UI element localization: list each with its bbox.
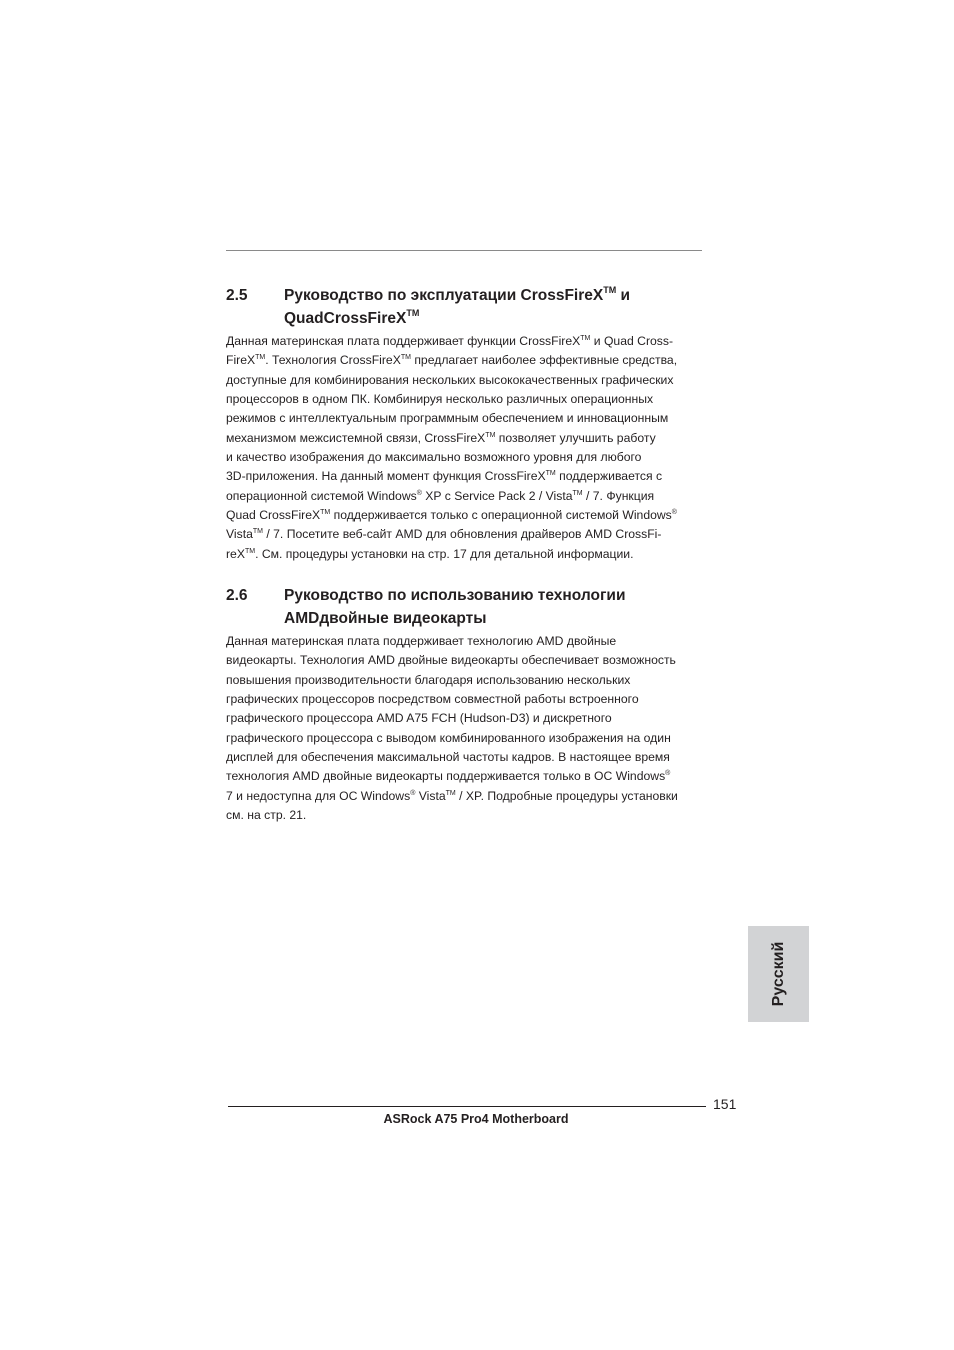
text-line: [226, 806, 706, 825]
text-segment: Руководство по эксплуатации CrossFireX: [284, 287, 604, 304]
section-heading: [226, 584, 706, 630]
section-2-6: [226, 584, 706, 825]
text-segment: reX: [226, 546, 245, 561]
section-paragraph: [226, 332, 706, 564]
text-segment: 7 и недоступна для ОС Windows: [226, 788, 411, 803]
text-segment: и качество изображения до максимально возможного уровня для любого: [226, 450, 642, 465]
language-tab-label: Русский: [769, 941, 787, 1007]
footer-product-name: ASRock A75 Pro4 Motherboard: [383, 1112, 569, 1126]
text-segment: см. на стр. 21.: [226, 808, 307, 823]
text-line: [226, 351, 706, 370]
superscript-mark: ®: [665, 770, 671, 778]
text-line: [226, 787, 706, 806]
text-line: [226, 709, 706, 728]
text-segment: повышения производительности благодаря использованию нескольких: [226, 672, 631, 687]
superscript-mark: ®: [416, 489, 422, 497]
superscript-mark: TM: [400, 354, 411, 362]
text-line: [226, 448, 706, 467]
text-segment: двойные видеокарты: [319, 610, 487, 627]
text-line: [226, 409, 706, 428]
superscript-mark: TM: [580, 335, 591, 342]
text-segment: поддерживается только с операционной системой Windows: [330, 508, 672, 523]
text-line: [226, 632, 706, 651]
text-line: [226, 545, 706, 564]
text-segment: / XP. Подробные процедуры установки: [455, 788, 678, 803]
superscript-mark: TM: [603, 285, 617, 295]
section-number: 2.5: [226, 287, 248, 304]
superscript-mark: TM: [320, 509, 331, 517]
text-line: [226, 467, 706, 486]
superscript-mark: TM: [485, 431, 496, 439]
text-line: [226, 767, 706, 786]
text-segment: XP с Service Pack 2 / Vista: [421, 488, 573, 503]
text-segment: позволяет улучшить работу: [495, 430, 656, 445]
superscript-mark: TM: [406, 308, 420, 318]
section-title: [284, 584, 706, 630]
superscript-mark: TM: [545, 470, 556, 478]
text-segment: графических процессоров посредством совместной работы встроенного: [226, 692, 639, 707]
text-segment: . Технология CrossFireX: [265, 353, 401, 368]
text-line: [226, 748, 706, 767]
text-segment: видеокарты. Технология AMD двойные видеокарты обеспечивает возможность: [226, 653, 676, 668]
section-heading: [226, 284, 706, 330]
text-segment: Vista: [415, 788, 446, 803]
text-line: [226, 671, 706, 690]
superscript-mark: ®: [410, 789, 416, 797]
text-segment: Quad CrossFireX: [226, 508, 321, 523]
section-2-5: [226, 284, 706, 564]
text-segment: / 7. Посетите веб-сайт AMD для обновления драйверов AMD CrossFi-: [262, 527, 662, 542]
superscript-mark: ®: [671, 509, 677, 517]
footer-divider: [228, 1106, 706, 1107]
text-segment: операционной системой Windows: [226, 488, 417, 503]
text-segment: / 7. Функция: [582, 488, 655, 503]
text-segment: доступные для комбинирования нескольких высококачественных графических: [226, 372, 674, 387]
text-segment: FireX: [226, 353, 256, 368]
text-segment: технология AMD двойные видеокарты поддерживается только в ОС Windows: [226, 769, 666, 784]
text-line: [226, 690, 706, 709]
text-segment: Vista: [226, 527, 253, 542]
superscript-mark: TM: [252, 528, 263, 536]
text-segment: и Quad: [284, 287, 631, 327]
top-divider: [226, 250, 702, 251]
text-segment: . См. процедуры установки на стр. 17 для детальной информации.: [255, 546, 634, 561]
text-line: [226, 390, 706, 409]
superscript-mark: TM: [572, 489, 583, 497]
text-line: [324, 310, 420, 327]
text-segment: Данная материнская плата поддерживает функции CrossFireX: [226, 334, 581, 348]
section-number: 2.6: [226, 587, 248, 604]
text-segment: механизмом межсистемной связи, CrossFireX: [226, 430, 486, 445]
section-paragraph: [226, 632, 706, 825]
section-title: [284, 284, 706, 330]
superscript-mark: TM: [445, 789, 456, 797]
text-segment: режимов с интеллектуальным программным обеспечением и инновационным: [226, 411, 669, 426]
text-line: [226, 729, 706, 748]
text-line: [226, 506, 706, 525]
text-line: [226, 371, 706, 390]
text-segment: графического процессора AMD A75 FCH (Hudson-D3) и дискретного: [226, 711, 612, 726]
text-segment: и Quad Cross-: [590, 334, 674, 348]
text-segment: поддерживается с: [555, 469, 663, 484]
text-segment: предлагает наиболее эффективные средства,: [410, 353, 678, 368]
text-segment: Руководство по использованию технологии AMD: [284, 587, 626, 627]
text-segment: процессоров в одном ПК. Комбинируя несколько различных операционных: [226, 392, 654, 407]
text-segment: графического процессора с выводом комбинированного изображения на один: [226, 730, 671, 745]
text-segment: дисплей для обеспечения максимальной частоты кадров. В настоящее время: [226, 750, 670, 765]
text-segment: CrossFireX: [323, 310, 407, 327]
text-line: [226, 525, 706, 544]
text-line: [226, 332, 706, 351]
text-segment: Данная материнская плата поддерживает технологию AMD двойные: [226, 634, 617, 648]
text-line: [226, 429, 706, 448]
text-line: [226, 651, 706, 670]
text-line: [226, 487, 706, 506]
text-line: [319, 610, 486, 627]
superscript-mark: TM: [244, 547, 256, 555]
language-tab: [748, 926, 809, 1022]
text-segment: 3D-приложения. На данный момент функция CrossFireX: [226, 469, 546, 484]
page-number: 151: [713, 1096, 737, 1112]
superscript-mark: TM: [255, 354, 266, 362]
